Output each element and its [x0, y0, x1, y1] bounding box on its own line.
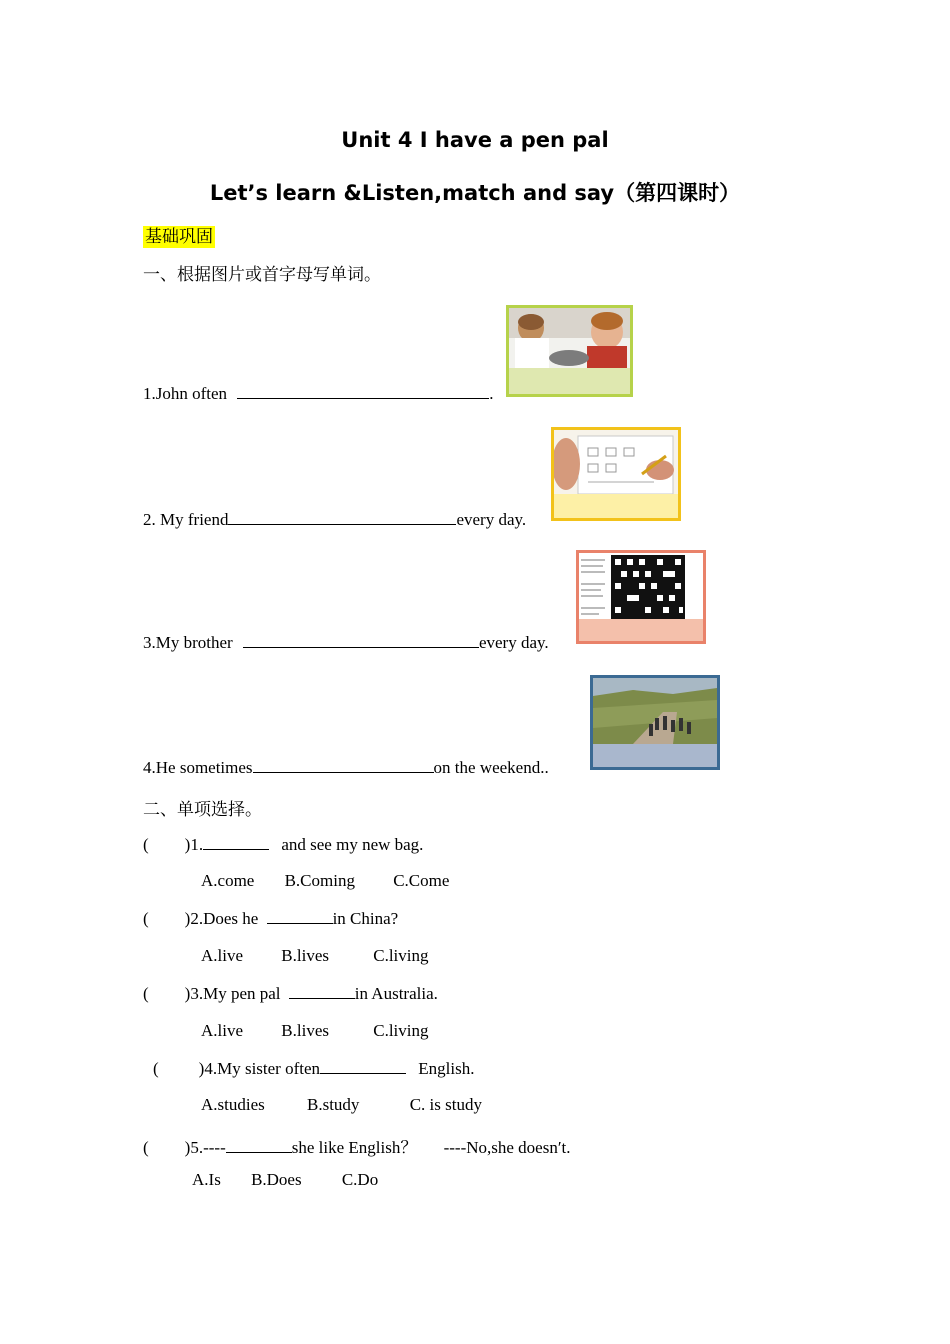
answer-paren-open: ( — [153, 1059, 159, 1078]
question-blank-1[interactable] — [203, 834, 269, 850]
option-b[interactable]: B.Coming — [284, 871, 355, 890]
answer-paren-open: ( — [143, 909, 149, 928]
answer-blank-1[interactable] — [237, 383, 489, 399]
question-text: in Australia. — [354, 984, 438, 1003]
option-b[interactable]: B.study — [307, 1095, 360, 1114]
page-subtitle: Let’s learn &Listen,match and say（第四课时） — [209, 181, 741, 205]
option-a[interactable]: A.studies — [201, 1095, 265, 1114]
section1-heading: 一、根据图片或首字母写单词。 — [143, 265, 381, 285]
question-1 — [143, 834, 423, 855]
question-stem: )2.Does he — [184, 909, 259, 928]
fill-item-4 — [143, 757, 549, 778]
question-5 — [143, 1133, 571, 1158]
option-c[interactable]: C. is study — [409, 1095, 482, 1114]
answer-blank-2[interactable] — [228, 509, 456, 525]
question-stem: )5.---- — [184, 1138, 226, 1157]
item-suffix: every day. — [478, 633, 549, 652]
question-stem: )1. — [184, 835, 204, 854]
answer-blank-4[interactable] — [253, 757, 434, 773]
cooking-kids-photo — [506, 305, 633, 397]
question-2 — [143, 908, 398, 929]
question-blank-2[interactable] — [267, 908, 333, 924]
question-text: she like English？ — [291, 1138, 418, 1157]
question-text: and see my new bag. — [281, 835, 424, 854]
question-blank-4[interactable] — [320, 1058, 406, 1074]
item-suffix: every day. — [456, 510, 527, 529]
option-c[interactable]: C.living — [373, 946, 429, 965]
option-b[interactable]: B.lives — [281, 1021, 329, 1040]
item-prefix: 3.My brother — [143, 633, 233, 652]
fill-item-1 — [143, 383, 494, 404]
fill-item-3 — [143, 632, 549, 653]
item-prefix: 4.He sometimes — [143, 758, 253, 777]
question-3 — [143, 983, 438, 1004]
option-a[interactable]: A.live — [201, 1021, 244, 1040]
cooking-kids-image — [509, 308, 630, 394]
section-badge — [143, 222, 215, 247]
options-1 — [201, 871, 449, 891]
answer-paren-open: ( — [143, 835, 149, 854]
options-2 — [201, 946, 429, 966]
question-stem: )4.My sister often — [198, 1059, 321, 1078]
answer-blank-3[interactable] — [243, 632, 479, 648]
option-a[interactable]: A.live — [201, 946, 244, 965]
hiking-group-photo — [590, 675, 720, 770]
page-title: Unit 4 I have a pen pal — [341, 128, 609, 152]
option-c[interactable]: C.Do — [341, 1170, 379, 1189]
option-b[interactable]: B.lives — [281, 946, 329, 965]
badge-label: 基础巩固 — [145, 227, 213, 247]
question-text: in China? — [332, 909, 399, 928]
item-suffix: on the weekend.. — [433, 758, 549, 777]
hiking-image — [593, 678, 717, 767]
section2-heading: 二、单项选择。 — [143, 800, 262, 820]
answer-paren-open: ( — [143, 1138, 149, 1157]
option-c[interactable]: C.Come — [393, 871, 450, 890]
item-prefix: 2. My friend — [143, 510, 229, 529]
crossword-image — [579, 553, 703, 641]
item-suffix: . — [489, 384, 494, 403]
options-4 — [201, 1095, 482, 1115]
writing-worksheet-image — [554, 430, 678, 518]
crossword-puzzle-photo — [576, 550, 706, 644]
answer-paren-open: ( — [143, 984, 149, 1003]
options-3 — [201, 1021, 429, 1041]
question-text: English. — [418, 1059, 475, 1078]
option-c[interactable]: C.living — [373, 1021, 429, 1040]
question-blank-5[interactable] — [226, 1137, 292, 1153]
option-a[interactable]: A.Is — [192, 1170, 221, 1189]
question-4 — [153, 1058, 474, 1079]
option-b[interactable]: B.Does — [251, 1170, 302, 1189]
item-prefix: 1.John often — [143, 384, 228, 403]
question-stem: )3.My pen pal — [184, 984, 281, 1003]
question-blank-3[interactable] — [289, 983, 355, 999]
fill-item-2 — [143, 509, 526, 530]
writing-worksheet-photo — [551, 427, 681, 521]
options-5 — [192, 1170, 378, 1190]
question-reply: ----No,she doesn′t. — [443, 1138, 571, 1157]
option-a[interactable]: A.come — [201, 871, 255, 890]
